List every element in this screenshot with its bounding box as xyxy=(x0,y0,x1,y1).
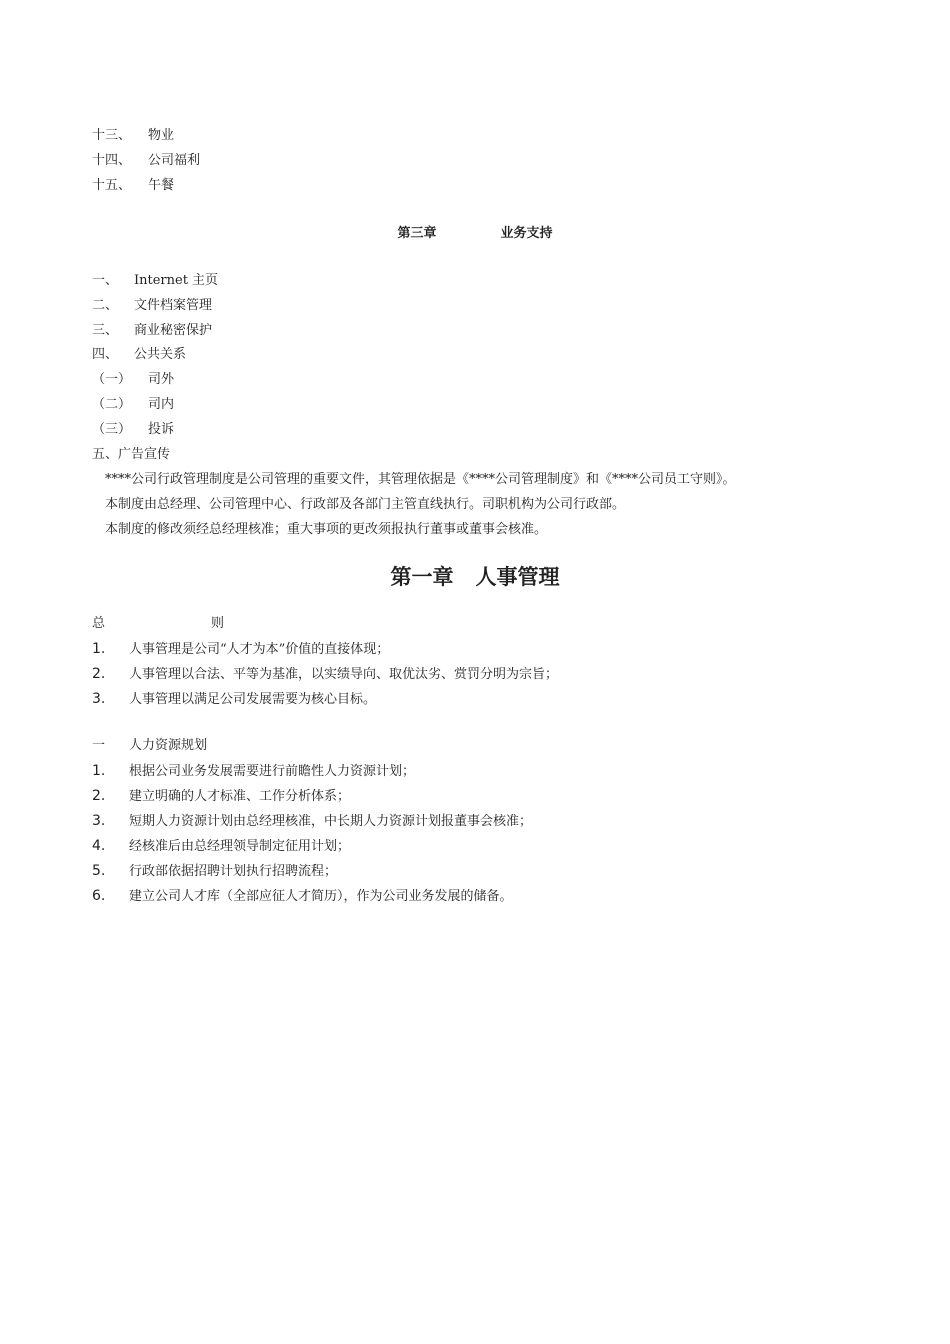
section1-item xyxy=(92,886,513,906)
chapter1-heading xyxy=(0,562,950,592)
toc-item-mark: 十五、 xyxy=(92,178,132,193)
toc-item-text: 公司福利 xyxy=(148,153,201,168)
chapter3-item-mark: 三、 xyxy=(92,323,119,338)
section1-item-number: 5. xyxy=(92,863,106,879)
section1-item xyxy=(92,786,350,806)
chapter3-item-mark: 二、 xyxy=(92,298,119,313)
section1-item-text: 行政部依据招聘计划执行招聘流程； xyxy=(129,864,338,879)
chapter3-label: 第三章 xyxy=(397,226,437,241)
chapter1-label: 第一章 xyxy=(390,565,454,589)
section1-item-text: 建立明确的人才标准、工作分析体系； xyxy=(129,789,351,804)
chapter3-last-item: 五、广告宣传 xyxy=(92,447,171,462)
section1-heading xyxy=(92,736,207,756)
chapter3-item xyxy=(92,296,212,316)
general-item-number: 3. xyxy=(92,691,106,707)
section1-item-text: 短期人力资源计划由总经理核准，中长期人力资源计划报董事会核准； xyxy=(129,814,533,829)
general-item-number: 2. xyxy=(92,666,106,682)
section1-item xyxy=(92,861,337,881)
chapter3-subitem-text: 司外 xyxy=(148,372,175,387)
general-item-text: 人事管理是公司“人才为本”价值的直接体现； xyxy=(129,642,390,657)
section1-item-number: 2. xyxy=(92,788,106,804)
general-item xyxy=(92,689,376,709)
chapter3-item xyxy=(92,321,212,341)
toc-item xyxy=(92,126,174,146)
general-item xyxy=(92,664,558,684)
general-heading-b: 则 xyxy=(211,616,225,631)
section1-item-text: 根据公司业务发展需要进行前瞻性人力资源计划； xyxy=(129,764,416,779)
toc-item-text: 物业 xyxy=(148,128,175,143)
chapter3-item-text: 文件档案管理 xyxy=(134,298,213,313)
general-item-number: 1. xyxy=(92,641,106,657)
chapter3-subitem xyxy=(92,395,174,415)
chapter3-title: 业务支持 xyxy=(500,226,553,241)
chapter3-item-mark: 四、 xyxy=(92,347,119,362)
general-item xyxy=(92,639,389,659)
section1-mark: 一 xyxy=(92,738,106,753)
toc-item-mark: 十四、 xyxy=(92,153,132,168)
chapter3-item-text: 商业秘密保护 xyxy=(134,323,213,338)
section1-item-text: 建立公司人才库（全部应征人才简历），作为公司业务发展的储备。 xyxy=(129,889,513,904)
chapter3-item-text: Internet 主页 xyxy=(134,273,219,288)
section1-item-number: 3. xyxy=(92,813,106,829)
chapter3-subitem-mark: （一） xyxy=(92,372,132,387)
intro-paragraph: 本制度的修改须经总经理核准；重大事项的更改须报执行董事或董事会核准。 xyxy=(105,522,548,537)
general-item-text: 人事管理以合法、平等为基准，以实绩导向、取优汰劣、赏罚分明为宗旨； xyxy=(129,667,559,682)
general-heading xyxy=(92,614,224,634)
section1-item xyxy=(92,811,532,831)
intro-paragraph: ****公司行政管理制度是公司管理的重要文件，其管理依据是《****公司管理制度》和《****公司员工守则》。 xyxy=(105,472,736,487)
toc-item-text: 午餐 xyxy=(148,178,175,193)
chapter3-item-mark: 一、 xyxy=(92,273,119,288)
chapter3-subitem xyxy=(92,370,174,390)
intro-paragraph: 本制度由总经理、公司管理中心、行政部及各部门主管直线执行。司职机构为公司行政部。 xyxy=(105,497,626,512)
section1-item-text: 经核准后由总经理领导制定征用计划； xyxy=(129,839,351,854)
chapter3-heading xyxy=(0,224,950,244)
chapter3-subitem-mark: （二） xyxy=(92,397,132,412)
chapter3-subitem xyxy=(92,420,174,440)
chapter1-title: 人事管理 xyxy=(475,565,560,589)
chapter3-item xyxy=(92,271,218,291)
section1-title: 人力资源规划 xyxy=(129,738,208,753)
toc-item xyxy=(92,151,200,171)
chapter3-item-text: 公共关系 xyxy=(134,347,187,362)
section1-item-number: 1. xyxy=(92,763,106,779)
section1-item xyxy=(92,761,415,781)
toc-item-mark: 十三、 xyxy=(92,128,132,143)
section1-item-number: 6. xyxy=(92,888,106,904)
chapter3-subitem-text: 投诉 xyxy=(148,422,175,437)
chapter3-subitem-mark: （三） xyxy=(92,422,132,437)
toc-item xyxy=(92,176,174,196)
section1-item xyxy=(92,836,350,856)
chapter3-item xyxy=(92,345,186,365)
section1-item-number: 4. xyxy=(92,838,106,854)
general-heading-a: 总 xyxy=(92,616,106,631)
chapter3-subitem-text: 司内 xyxy=(148,397,175,412)
general-item-text: 人事管理以满足公司发展需要为核心目标。 xyxy=(129,692,377,707)
